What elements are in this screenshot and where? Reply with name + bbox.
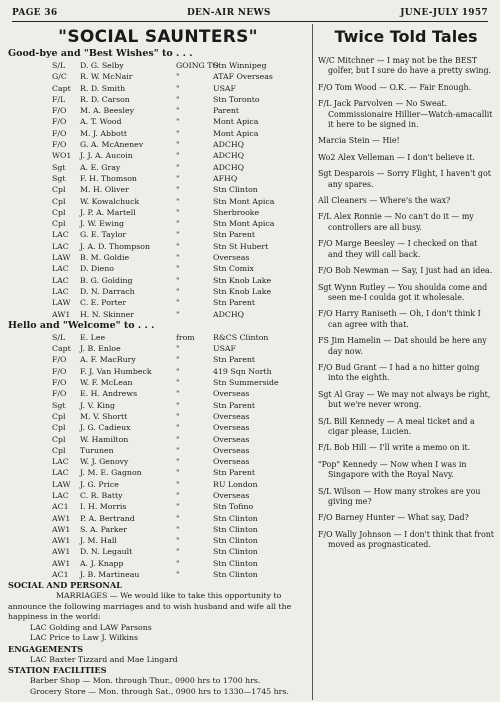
personnel-rank: Sgt	[52, 162, 66, 172]
personnel-row	[8, 456, 308, 467]
personnel-mid: "	[176, 298, 180, 308]
personnel-row	[8, 366, 308, 377]
quote-item: F/O Harry Raniseth — Oh, I don't think I can agree with that.	[318, 309, 481, 329]
personnel-rank: LAW	[52, 479, 71, 489]
quote-item: F/O Bud Grant — I had a no hitter going into the eighth.	[318, 362, 480, 383]
personnel-dest: Stn Parent	[213, 298, 256, 308]
quote-item: Sgt Wynn Rutley — You shoulda come and seen me-I coulda got it wholesale.	[318, 282, 488, 302]
personnel-row	[8, 354, 308, 365]
personnel-rank: LAW	[52, 298, 71, 308]
hello-list	[8, 332, 308, 581]
personnel-row	[8, 263, 308, 274]
personnel-dest: Overseas	[213, 490, 250, 500]
personnel-name: W. Hamilton	[80, 434, 129, 444]
personnel-name: J. P. A. Martell	[80, 207, 136, 217]
personnel-row	[8, 83, 308, 94]
quote-item: F/O Marge Beesley — I checked on that and they will call back.	[318, 239, 478, 259]
personnel-row	[8, 241, 308, 252]
personnel-mid: "	[176, 173, 180, 183]
personnel-dest: Stn Mont Apica	[213, 196, 275, 206]
personnel-mid: "	[176, 445, 180, 455]
personnel-row	[8, 467, 308, 478]
quote-item: F/O Wally Johnson — I don't think that front moved as prognasticated.	[318, 529, 494, 550]
personnel-row	[8, 490, 308, 501]
personnel-dest: Stn Parent	[213, 400, 256, 410]
personnel-mid: "	[176, 513, 180, 523]
personnel-dest: Stn Tofino	[213, 502, 254, 512]
personnel-mid: "	[176, 468, 180, 478]
personnel-mid: from	[176, 332, 195, 342]
personnel-dest: AFHQ	[213, 173, 238, 183]
personnel-rank: S/L	[52, 61, 66, 70]
personnel-rank: AW1	[52, 536, 71, 546]
personnel-row	[8, 546, 308, 557]
station-facilities-heading: STATION FACILITIES	[8, 665, 107, 676]
personnel-row	[8, 501, 308, 512]
personnel-rank: Capt	[52, 83, 71, 93]
personnel-mid: "	[176, 219, 180, 229]
personnel-name: C. E. Porter	[80, 298, 127, 308]
personnel-row	[8, 150, 308, 161]
personnel-mid: "	[176, 196, 180, 206]
personnel-dest: Overseas	[213, 389, 250, 399]
personnel-mid: "	[176, 411, 180, 421]
personnel-mid: "	[176, 490, 180, 500]
personnel-row	[8, 343, 308, 354]
personnel-name: J. J. A. Aucoin	[80, 151, 133, 161]
personnel-rank: F/O	[52, 117, 67, 127]
personnel-rank: AW1	[52, 513, 71, 523]
personnel-dest: ADCHQ	[213, 309, 245, 319]
personnel-dest: Stn Clinton	[213, 536, 258, 546]
personnel-dest: Stn Winnipeg	[213, 61, 267, 70]
quote-item: W/C Mitchner — I may not be the BEST golfer, but I sure do have a pretty swing.	[318, 56, 492, 76]
personnel-dest: Sherbrooke	[213, 207, 260, 217]
personnel-dest: Stn Toronto	[213, 94, 260, 104]
personnel-dest: ADCHQ	[213, 140, 245, 150]
personnel-name: J. B. Enloe	[80, 344, 121, 354]
personnel-mid: "	[176, 117, 180, 127]
personnel-name: J. W. Ewing	[80, 219, 124, 229]
social-saunters-column	[8, 26, 308, 697]
personnel-name: J. B. Martineau	[80, 570, 140, 580]
quote-item: Sgt Al Gray — We may not always be right, but we're never wrong.	[318, 389, 491, 410]
personnel-row	[8, 275, 308, 286]
personnel-row	[8, 229, 308, 240]
personnel-mid: "	[176, 83, 180, 93]
personnel-name: B. G. Golding	[80, 275, 133, 285]
personnel-rank: LAC	[52, 264, 69, 274]
personnel-rank: AW1	[52, 309, 71, 319]
social-saunters-title: "SOCIAL SAUNTERS"	[58, 27, 258, 47]
personnel-dest: Stn Parent	[213, 355, 256, 365]
quote-item: Sgt Desparois — Sorry Flight, I haven't got any spares.	[318, 169, 491, 189]
personnel-name: J. V. King	[80, 400, 116, 410]
personnel-name: W. J. Genovy	[80, 457, 129, 467]
personnel-mid: "	[176, 185, 180, 195]
personnel-dest: Stn Knob Lake	[213, 275, 272, 285]
header-rule	[12, 21, 488, 22]
social-personal-heading: SOCIAL AND PERSONAL	[8, 580, 122, 591]
personnel-dest: Stn Parent	[213, 468, 256, 478]
page-header	[12, 6, 488, 20]
personnel-mid: "	[176, 344, 180, 354]
personnel-rank: LAC	[52, 286, 69, 296]
engagements-heading: ENGAGEMENTS	[8, 643, 84, 654]
personnel-row	[8, 139, 308, 150]
personnel-rank: AC1	[52, 570, 69, 580]
personnel-mid: "	[176, 230, 180, 240]
personnel-rank: LAC	[52, 457, 69, 467]
personnel-dest: Stn Clinton	[213, 558, 258, 568]
personnel-dest: ADCHQ	[213, 162, 245, 172]
personnel-row	[8, 184, 308, 195]
personnel-mid: "	[176, 94, 180, 104]
personnel-row	[8, 196, 308, 207]
personnel-mid: "	[176, 570, 180, 580]
personnel-row	[8, 411, 308, 422]
page-number: PAGE 36	[12, 8, 58, 18]
personnel-name: A. E. Gray	[80, 162, 121, 172]
personnel-name: A. J. Knapp	[80, 558, 124, 568]
personnel-rank: Cpl	[52, 434, 66, 444]
personnel-row	[8, 207, 308, 218]
personnel-row	[8, 162, 308, 173]
quote-item: F/L Bob Hill — I'll write a memo on it.	[318, 443, 471, 453]
personnel-name: F. J. Van Humbeck	[80, 366, 152, 376]
personnel-rank: S/L	[52, 332, 66, 342]
personnel-name: P. A. Bertrand	[80, 513, 135, 523]
marriage-item: LAC Golding and LAW Parsons	[30, 622, 152, 632]
personnel-name: M. V. Shortt	[80, 411, 128, 421]
personnel-rank: F/O	[52, 355, 67, 365]
personnel-rank: AC1	[52, 502, 69, 512]
personnel-mid: "	[176, 309, 180, 319]
personnel-rank: Cpl	[52, 219, 66, 229]
personnel-dest: Stn Parent	[213, 230, 256, 240]
personnel-name: M. A. Beesley	[80, 106, 134, 116]
personnel-rank: LAC	[52, 275, 69, 285]
personnel-name: R. W. McNair	[80, 72, 133, 82]
quote-item: F/O Tom Wood — O.K. — Fair Enough.	[318, 82, 472, 92]
personnel-rank: F/L	[52, 94, 66, 104]
personnel-dest: RU London	[213, 479, 258, 489]
personnel-row	[8, 94, 308, 105]
personnel-name: D. G. Selby	[80, 61, 124, 70]
personnel-name: Turunen	[80, 445, 114, 455]
personnel-name: E. H. Andrews	[80, 389, 138, 399]
personnel-mid: "	[176, 275, 180, 285]
personnel-name: J. M. E. Gagnon	[80, 468, 142, 478]
column-divider	[312, 24, 313, 700]
personnel-name: C. R. Batty	[80, 490, 123, 500]
personnel-rank: Cpl	[52, 411, 66, 421]
personnel-mid: "	[176, 128, 180, 138]
marriage-item: LAC Price to Law J. Wilkins	[30, 633, 139, 643]
personnel-row	[8, 513, 308, 524]
personnel-rank: LAW	[52, 253, 71, 263]
personnel-rank: F/O	[52, 389, 67, 399]
personnel-mid: "	[176, 264, 180, 274]
personnel-rank: Cpl	[52, 196, 66, 206]
engagement-item: LAC Baxter Tizzard and Mae Lingard	[30, 654, 178, 664]
personnel-name: J. M. Hall	[80, 536, 117, 546]
newspaper-name: DEN-AIR NEWS	[186, 8, 271, 18]
personnel-rank: Cpl	[52, 185, 66, 195]
personnel-mid: "	[176, 536, 180, 546]
personnel-dest: 419 Sqn North	[213, 366, 272, 376]
personnel-dest: Overseas	[213, 411, 250, 421]
personnel-mid: "	[176, 207, 180, 217]
personnel-rank: F/O	[52, 378, 67, 388]
personnel-name: D. N. Darrach	[80, 286, 135, 296]
personnel-rank: LAC	[52, 490, 69, 500]
personnel-name: G. E. Taylor	[80, 230, 127, 240]
personnel-dest: Stn Clinton	[213, 513, 258, 523]
personnel-dest: Stn Comix	[213, 264, 254, 274]
hello-heading: Hello and "Welcome" to . . .	[8, 319, 155, 331]
personnel-rank: G/C	[52, 72, 67, 82]
quote-list	[318, 56, 494, 551]
personnel-name: B. M. Goldie	[80, 253, 130, 263]
personnel-row	[8, 297, 308, 308]
marriages-paragraph: MARRIAGES — We would like to take this opportunity to announce the following marriages and to wish husband and wife all the happiness in the world:	[8, 591, 292, 622]
quote-item: F/O Bob Newman — Say, I just had an idea.	[318, 266, 493, 276]
personnel-rank: WO1	[52, 151, 72, 161]
personnel-name: S. A. Parker	[80, 524, 127, 534]
personnel-row	[8, 535, 308, 546]
personnel-name: A. T. Wood	[80, 117, 122, 127]
personnel-mid: "	[176, 547, 180, 557]
personnel-rank: LAC	[52, 241, 69, 251]
personnel-mid: "	[176, 558, 180, 568]
personnel-dest: Overseas	[213, 253, 250, 263]
personnel-name: R. D. Smith	[80, 83, 126, 93]
personnel-row	[8, 105, 308, 116]
personnel-mid: "	[176, 106, 180, 116]
quote-item: All Cleaners — Where's the wax?	[318, 196, 451, 206]
personnel-name: D. N. Legault	[80, 547, 133, 557]
personnel-row	[8, 128, 308, 139]
quote-item: S/L Wilson — How many strokes are you giving me?	[318, 486, 481, 506]
personnel-dest: Stn Clinton	[213, 524, 258, 534]
personnel-mid: "	[176, 140, 180, 150]
personnel-rank: F/O	[52, 128, 67, 138]
personnel-mid: "	[176, 389, 180, 399]
personnel-dest: USAF	[213, 344, 236, 354]
personnel-dest: Overseas	[213, 423, 250, 433]
personnel-row	[8, 332, 308, 343]
personnel-mid: "	[176, 162, 180, 172]
personnel-rank: LAC	[52, 230, 69, 240]
personnel-name: G. A. McAnenev	[80, 140, 144, 150]
twice-told-tales-title: Twice Told Tales	[334, 27, 478, 46]
personnel-name: M. J. Abbott	[80, 128, 127, 138]
quote-item: S/L Bill Kennedy — A meal ticket and a cigar please, Lucien.	[318, 416, 475, 436]
personnel-rank: Cpl	[52, 445, 66, 455]
personnel-mid: "	[176, 72, 180, 82]
personnel-row	[8, 422, 308, 433]
facility-item: Barber Shop — Mon. through Thur., 0900 hrs to 1700 hrs.	[30, 676, 261, 686]
personnel-rank: F/O	[52, 106, 67, 116]
personnel-name: W. Kowalchuck	[80, 196, 140, 206]
personnel-rank: F/O	[52, 366, 67, 376]
personnel-row	[8, 569, 308, 580]
personnel-rank: LAC	[52, 468, 69, 478]
personnel-name: J. G. Cadieux	[80, 423, 131, 433]
personnel-row	[8, 377, 308, 388]
personnel-row	[8, 558, 308, 569]
personnel-name: A. F. MacRury	[80, 355, 136, 365]
personnel-dest: Overseas	[213, 434, 250, 444]
personnel-rank: Sgt	[52, 400, 66, 410]
personnel-dest: Stn St Hubert	[213, 241, 269, 251]
personnel-name: R. D. Carson	[80, 94, 130, 104]
issue-date: JUNE-JULY 1957	[400, 8, 488, 18]
personnel-dest: Stn Knob Lake	[213, 286, 272, 296]
personnel-dest: Overseas	[213, 445, 250, 455]
personnel-rank: Sgt	[52, 173, 66, 183]
personnel-mid: GOING TO	[176, 61, 219, 70]
personnel-row	[8, 286, 308, 297]
personnel-row	[8, 479, 308, 490]
personnel-dest: Stn Summerside	[213, 378, 279, 388]
personnel-rank: Cpl	[52, 423, 66, 433]
personnel-name: E. Lee	[80, 332, 106, 342]
personnel-row	[8, 445, 308, 456]
personnel-dest: ATAF Overseas	[213, 72, 273, 82]
personnel-row	[8, 252, 308, 263]
personnel-mid: "	[176, 434, 180, 444]
personnel-rank: AW1	[52, 524, 71, 534]
personnel-mid: "	[176, 151, 180, 161]
personnel-mid: "	[176, 479, 180, 489]
personnel-name: J. G. Price	[80, 479, 119, 489]
personnel-dest: Parent	[213, 106, 240, 116]
personnel-dest: ADCHQ	[213, 151, 245, 161]
personnel-dest: Stn Mont Apica	[213, 219, 275, 229]
personnel-name: M. H. Oliver	[80, 185, 129, 195]
personnel-mid: "	[176, 286, 180, 296]
personnel-mid: "	[176, 524, 180, 534]
quote-item: Marcia Stein — Hie!	[318, 136, 400, 146]
quote-item: Wo2 Alex Velleman — I don't believe it.	[318, 152, 475, 162]
personnel-row	[8, 218, 308, 229]
twice-told-tales-column	[318, 26, 494, 557]
personnel-mid: "	[176, 378, 180, 388]
personnel-mid: "	[176, 502, 180, 512]
facility-item: Grocery Store — Mon. through Sat., 0900 hrs to 1330—1745 hrs.	[30, 686, 289, 696]
goodbye-heading: Good-bye and "Best Wishes" to . . .	[8, 48, 193, 59]
personnel-name: D. Dieno	[80, 264, 115, 274]
quote-item: "Pop" Kennedy — Now when I was in Singapore with the Royal Navy.	[318, 459, 467, 480]
personnel-dest: R&CS Clinton	[213, 332, 269, 342]
personnel-name: J. A. D. Thompson	[80, 241, 151, 251]
personnel-row	[8, 388, 308, 399]
personnel-dest: Stn Clinton	[213, 547, 258, 557]
goodbye-list	[8, 60, 308, 320]
personnel-dest: Stn Clinton	[213, 570, 258, 580]
personnel-rank: AW1	[52, 558, 71, 568]
personnel-row	[8, 434, 308, 445]
personnel-row	[8, 173, 308, 184]
personnel-dest: Mont Apica	[213, 128, 259, 138]
personnel-rank: AW1	[52, 547, 71, 557]
personnel-mid: "	[176, 253, 180, 263]
personnel-mid: "	[176, 423, 180, 433]
personnel-dest: Overseas	[213, 457, 250, 467]
personnel-row	[8, 116, 308, 127]
personnel-dest: Mont Apica	[213, 117, 259, 127]
personnel-name: F. H. Thomson	[80, 173, 137, 183]
personnel-mid: "	[176, 366, 180, 376]
quote-item: F/O Barney Hunter — What say, Dad?	[318, 513, 469, 523]
personnel-rank: F/O	[52, 140, 67, 150]
personnel-name: I. H. Morris	[80, 502, 127, 512]
personnel-name: H. N. Skinner	[80, 309, 134, 319]
personnel-row	[8, 60, 308, 71]
personnel-dest: Stn Clinton	[213, 185, 258, 195]
personnel-mid: "	[176, 400, 180, 410]
personnel-row	[8, 524, 308, 535]
quote-item: F/L Alex Ronnie — No can't do it — my controllers are all busy.	[318, 212, 474, 232]
personnel-mid: "	[176, 241, 180, 251]
quote-item: F/L Jack Parvolven — No Sweat. Commissionaire Hillier—Watch-amacallit it here to be signed in.	[318, 99, 493, 130]
personnel-row	[8, 309, 308, 320]
personnel-mid: "	[176, 355, 180, 365]
personnel-dest: USAF	[213, 83, 236, 93]
personnel-row	[8, 71, 308, 82]
personnel-rank: Cpl	[52, 207, 66, 217]
personnel-name: W. F. McLean	[80, 378, 133, 388]
personnel-mid: "	[176, 457, 180, 467]
personnel-rank: Capt	[52, 344, 71, 354]
personnel-row	[8, 400, 308, 411]
quote-item: FS Jim Hamelin — Dat should be here any day now.	[318, 336, 487, 356]
